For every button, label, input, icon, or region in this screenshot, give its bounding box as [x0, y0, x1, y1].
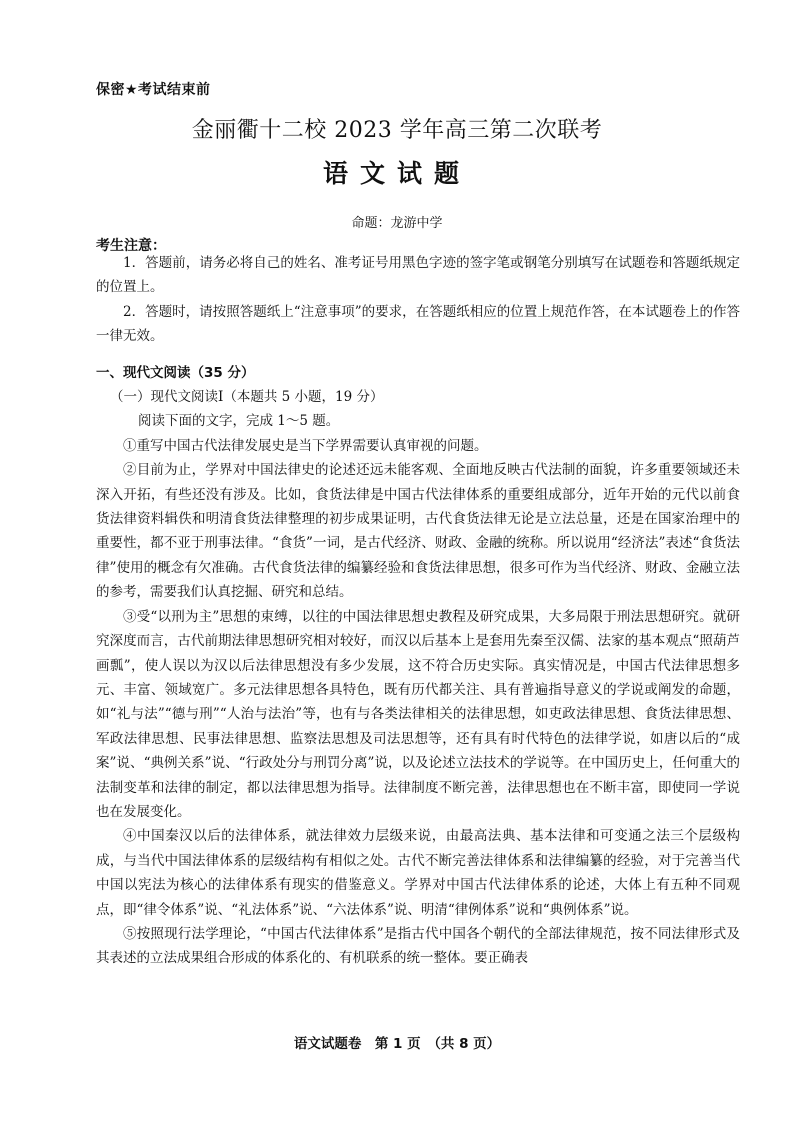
- paragraph-2: ②目前为止，学界对中国法律史的论述还远未能客观、全面地反映古代法制的面貌，许多重要领域还未深入开拓，有些还没有涉及。比如，食货法律是中国古代法律体系的重要组成部分，近年开始的元代以前食货法律资料辑佚和明清食货法律整理的初步成果证明，古代食货法律无论是立法总量，还是在国家治理中的重要性，都不亚于刑事法律。“食货”一词，是古代经济、财政、金融的统称。所以说用“经济法”表述“食货法律”使用的概念有欠准确。古代食货法律的编纂经验和食货法律思想，很多可作为当代经济、财政、金融立法的参考，需要我们认真挖掘、研究和总结。: [96, 462, 740, 601]
- section-subheading: （一）现代文阅读Ⅰ（本题共 5 小题，19 分）: [110, 389, 384, 406]
- paragraph-5: ⑤按照现行法学理论，“中国古代法律体系”是指古代中国各个朝代的全部法律规范，按不同法律形式及其表述的立法成果组合形成的体系化的、有机联系的统一整体。要正确表: [96, 925, 740, 967]
- exam-body: [96, 251, 740, 971]
- reading-instruction: 阅读下面的文字，完成 1～5 题。: [138, 413, 340, 430]
- notes-heading: 考生注意：: [96, 238, 166, 254]
- note-item-2: 2．答题时，请按照答题纸上“注意事项”的要求，在答题纸相应的位置上规范作答，在本试题卷上的作答一律无效。: [96, 303, 740, 345]
- exam-title: 金丽衢十二校 2023 学年高三第二次联考: [191, 118, 603, 143]
- paragraph-1: ①重写中国古代法律发展史是当下学界需要认真审视的问题。: [123, 437, 488, 454]
- subject-title: 语文试题: [322, 159, 471, 188]
- paragraph-3: ③受“以刑为主”思想的束缚，以往的中国法律思想史教程及研究成果，大多局限于刑法思想研究。就研究深度而言，古代前期法律思想研究相对较好，而汉以后基本上是套用先秦至汉儒、法家的基本观点“照葫芦画瓢”，使人误以为汉以后法律思想没有多少发展，这不符合历史实际。真实情况是，中国古代法律思想多元、丰富、领域宽广。多元法律思想各具特色，既有历代都关注、具有普遍指导意义的学说或阐发的命题，如“礼与法”“德与刑”“人治与法治”等，也有与各类法律相关的法律思想，如吏政法律思想、食货法律思想、军政法律思想、民事法律思想、监察法思想及司法思想等，还有具有时代特色的法律学说，如唐以后的“成案”说、“典例关系”说、“行政处分与刑罚分离”说，以及论述立法技术的学说等。在中国历史上，任何重大的法制变革和法律的制定，都以法律思想为指导。法律制度不断完善，法律思想也在不断丰富，即使同一学说也在发展变化。: [96, 608, 740, 820]
- paragraph-4: ④中国秦汉以后的法律体系，就法律效力层级来说，由最高法典、基本法律和可变通之法三个层级构成，与当代中国法律体系的层级结构有相似之处。古代不断完善法律体系和法律编纂的经验，对于完善当代中国以宪法为核心的法律体系有现实的借鉴意义。学界对中国古代法律体系的论述，大体上有五种不同观点，即“律令体系”说、“礼法体系”说、“六法体系”说、明清“律例体系”说和“典例体系”说。: [96, 828, 740, 918]
- confidential-label: 保密★考试结束前: [96, 82, 211, 98]
- author-line: 命题：龙游中学: [351, 216, 443, 231]
- note-item-1: 1．答题前，请务必将自己的姓名、准考证号用黑色字迹的签字笔或钢笔分别填写在试题卷和答题纸规定的位置上。: [96, 255, 740, 296]
- section-heading: 一、现代文阅读（35 分）: [96, 364, 255, 381]
- page-footer: 语文试题卷 第 1 页 （共 8 页）: [293, 1036, 501, 1052]
